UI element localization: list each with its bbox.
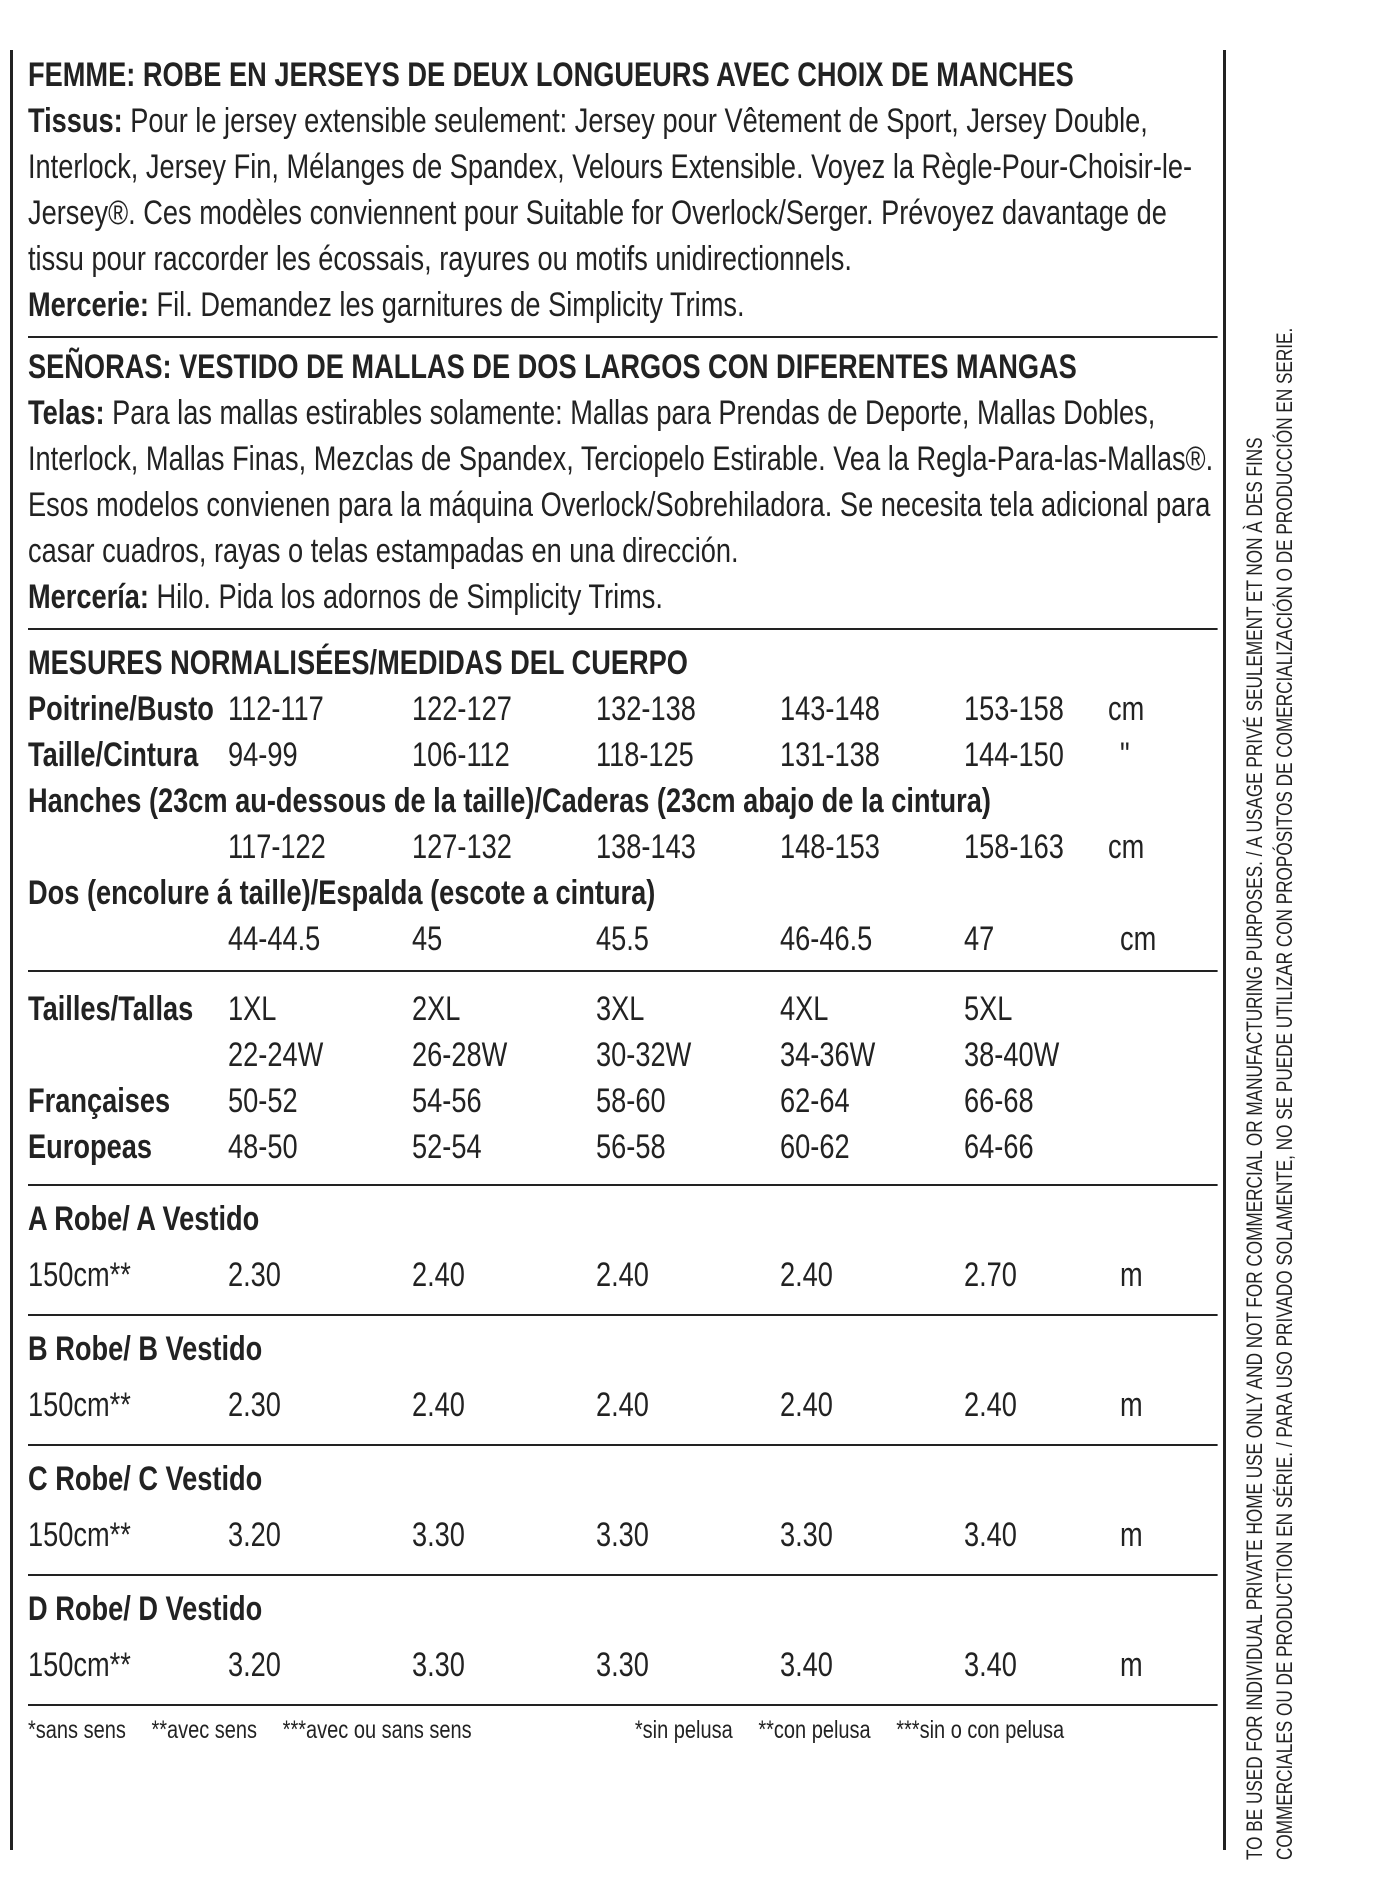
yardage-value: 2.40 bbox=[412, 1386, 465, 1424]
spanish-fabric-label: Telas: bbox=[28, 394, 105, 432]
spanish-notions-text: Hilo. Pida los adornos de Simplicity Trims. bbox=[148, 578, 663, 616]
waist-label: Taille/Cintura bbox=[28, 736, 199, 774]
back-value: 47 bbox=[964, 920, 995, 958]
footnote-gap bbox=[497, 1712, 609, 1748]
footnotes bbox=[28, 1712, 1218, 1748]
french-fabric-paragraph bbox=[28, 98, 1218, 282]
back-unit: cm bbox=[1120, 920, 1157, 958]
european-size: 64-66 bbox=[964, 1128, 1034, 1166]
size-number: 30-32W bbox=[596, 1036, 692, 1074]
spanish-title: SEÑORAS: VESTIDO DE MALLAS DE DOS LARGOS CON DIFERENTES MANGAS bbox=[28, 348, 1077, 386]
right-border-line bbox=[1223, 50, 1226, 1850]
european-size: 56-58 bbox=[596, 1128, 666, 1166]
size-letter: 5XL bbox=[964, 990, 1013, 1028]
view-label: A Robe/ A Vestido bbox=[28, 1200, 260, 1238]
bust-row bbox=[28, 686, 1218, 732]
hip-unit: cm bbox=[1108, 828, 1145, 866]
hip-value: 127-132 bbox=[412, 828, 512, 866]
size-number: 34-36W bbox=[780, 1036, 876, 1074]
bust-label: Poitrine/Busto bbox=[28, 690, 214, 728]
size-letter: 3XL bbox=[596, 990, 645, 1028]
yardage-value: 3.30 bbox=[596, 1646, 649, 1684]
main-content bbox=[28, 46, 1214, 1748]
european-size: 52-54 bbox=[412, 1128, 482, 1166]
usage-disclaimer-line: COMMERCIALES OU DE PRODUCTION EN SÉRIE. / PARA USO PRIVADO SOLAMENTE, NO SE PUEDE UTILIZAR CON PROPÓSITOS DE COMERCIALIZACIÓN O DE PRODUCCIÓN EN SERIE. bbox=[1272, 327, 1297, 1860]
french-notions-paragraph bbox=[28, 282, 1218, 328]
french-size: 50-52 bbox=[228, 1082, 298, 1120]
back-value: 45.5 bbox=[596, 920, 649, 958]
bust-value: 132-138 bbox=[596, 690, 696, 728]
european-sizes-row bbox=[28, 1124, 1218, 1170]
footnote: **avec sens bbox=[151, 1716, 258, 1744]
french-size: 58-60 bbox=[596, 1082, 666, 1120]
sizes-label: Tailles/Tallas bbox=[28, 990, 194, 1028]
yardage-value: 2.40 bbox=[596, 1256, 649, 1294]
waist-row bbox=[28, 732, 1218, 778]
size-letters-row bbox=[28, 986, 1218, 1032]
spanish-section bbox=[28, 338, 1218, 630]
yardage-row bbox=[28, 1382, 1218, 1428]
yardage-value: 3.20 bbox=[228, 1646, 281, 1684]
french-sizes-label: Françaises bbox=[28, 1082, 171, 1120]
spanish-notions-paragraph bbox=[28, 574, 1218, 620]
waist-value: 94-99 bbox=[228, 736, 298, 774]
waist-value: 106-112 bbox=[412, 736, 510, 774]
bust-value: 143-148 bbox=[780, 690, 880, 728]
yardage-value: 2.40 bbox=[964, 1386, 1017, 1424]
french-title: FEMME: ROBE EN JERSEYS DE DEUX LONGUEURS AVEC CHOIX DE MANCHES bbox=[28, 56, 1074, 94]
yardage-unit: m bbox=[1120, 1256, 1143, 1294]
french-notions-text: Fil. Demandez les garnitures de Simplicity Trims. bbox=[148, 286, 745, 324]
waist-value: 131-138 bbox=[780, 736, 880, 774]
french-size: 54-56 bbox=[412, 1082, 482, 1120]
back-spacer bbox=[28, 916, 228, 962]
yardage-view-a bbox=[28, 1186, 1218, 1316]
measurements-section bbox=[28, 630, 1218, 972]
bust-value: 153-158 bbox=[964, 690, 1064, 728]
fabric-width: 150cm** bbox=[28, 1516, 131, 1554]
yardage-value: 2.40 bbox=[596, 1386, 649, 1424]
french-sizes-row bbox=[28, 1078, 1218, 1124]
european-size: 48-50 bbox=[228, 1128, 298, 1166]
fabric-width: 150cm** bbox=[28, 1256, 131, 1294]
usage-disclaimer bbox=[1240, 20, 1370, 1860]
yardage-view-d bbox=[28, 1576, 1218, 1706]
yardage-value: 2.30 bbox=[228, 1256, 281, 1294]
usage-disclaimer-line: TO BE USED FOR INDIVIDUAL PRIVATE HOME USE ONLY AND NOT FOR COMMERCIAL OR MANUFACTURING PURPOSES. / A USAGE PRIVÉ SEULEMENT ET NON À DES FINS bbox=[1242, 437, 1267, 1860]
view-label: C Robe/ C Vestido bbox=[28, 1460, 263, 1498]
yardage-value: 2.30 bbox=[228, 1386, 281, 1424]
hip-row bbox=[28, 824, 1218, 870]
bust-value: 122-127 bbox=[412, 690, 512, 728]
back-row bbox=[28, 916, 1218, 962]
yardage-value: 2.40 bbox=[780, 1256, 833, 1294]
spanish-notions-label: Mercería: bbox=[28, 578, 149, 616]
hip-value: 117-122 bbox=[228, 828, 326, 866]
european-size: 60-62 bbox=[780, 1128, 850, 1166]
back-value: 44-44.5 bbox=[228, 920, 321, 958]
size-number: 26-28W bbox=[412, 1036, 508, 1074]
yardage-row bbox=[28, 1512, 1218, 1558]
bust-unit: cm bbox=[1108, 690, 1145, 728]
yardage-unit: m bbox=[1120, 1386, 1143, 1424]
back-label: Dos (encolure á taille)/Espalda (escote a cintura) bbox=[28, 874, 656, 912]
waist-value: 118-125 bbox=[596, 736, 694, 774]
measurements-title: MESURES NORMALISÉES/MEDIDAS DEL CUERPO bbox=[28, 644, 688, 682]
size-numbers-spacer bbox=[28, 1032, 228, 1078]
footnote: *sin pelusa bbox=[634, 1716, 733, 1744]
yardage-value: 3.30 bbox=[412, 1646, 465, 1684]
yardage-row bbox=[28, 1252, 1218, 1298]
hip-spacer bbox=[28, 824, 228, 870]
yardage-value: 3.40 bbox=[964, 1516, 1017, 1554]
bust-value: 112-117 bbox=[228, 690, 324, 728]
size-letter: 2XL bbox=[412, 990, 461, 1028]
yardage-value: 2.40 bbox=[780, 1386, 833, 1424]
fabric-width: 150cm** bbox=[28, 1646, 131, 1684]
view-label: D Robe/ D Vestido bbox=[28, 1590, 263, 1628]
fabric-width: 150cm** bbox=[28, 1386, 131, 1424]
yardage-value: 2.70 bbox=[964, 1256, 1017, 1294]
footnote: **con pelusa bbox=[758, 1716, 871, 1744]
french-fabric-label: Tissus: bbox=[28, 102, 123, 140]
yardage-unit: m bbox=[1120, 1516, 1143, 1554]
yardage-value: 3.40 bbox=[964, 1646, 1017, 1684]
view-label: B Robe/ B Vestido bbox=[28, 1330, 263, 1368]
hip-value: 158-163 bbox=[964, 828, 1064, 866]
yardage-value: 3.30 bbox=[780, 1516, 833, 1554]
footnote: ***sin o con pelusa bbox=[896, 1716, 1065, 1744]
french-size: 66-68 bbox=[964, 1082, 1034, 1120]
yardage-value: 3.30 bbox=[412, 1516, 465, 1554]
yardage-value: 3.30 bbox=[596, 1516, 649, 1554]
waist-unit: " bbox=[1120, 736, 1130, 774]
yardage-value: 3.40 bbox=[780, 1646, 833, 1684]
sizes-section bbox=[28, 972, 1218, 1186]
spanish-fabric-text: Para las mallas estirables solamente: Mallas para Prendas de Deporte, Mallas Dobles, Interlock, Mallas Finas, Mezclas de Spandex, Terciopelo Estirable. Vea la Regla-Para-las-Mallas®. Esos modelos convienen para la máquina Overlock/Sobrehiladora. Se necesita tela adicional para casar cuadros, rayas o telas estampadas en una dirección. bbox=[28, 394, 1214, 570]
hip-label: Hanches (23cm au-dessous de la taille)/Caderas (23cm abajo de la cintura) bbox=[28, 782, 991, 820]
french-notions-label: Mercerie: bbox=[28, 286, 149, 324]
size-number: 38-40W bbox=[964, 1036, 1060, 1074]
yardage-value: 2.40 bbox=[412, 1256, 465, 1294]
yardage-unit: m bbox=[1120, 1646, 1143, 1684]
yardage-view-c bbox=[28, 1446, 1218, 1576]
hip-value: 148-153 bbox=[780, 828, 880, 866]
waist-value: 144-150 bbox=[964, 736, 1064, 774]
size-letter: 1XL bbox=[228, 990, 277, 1028]
spanish-fabric-paragraph bbox=[28, 390, 1218, 574]
size-letter: 4XL bbox=[780, 990, 829, 1028]
size-number: 22-24W bbox=[228, 1036, 324, 1074]
french-size: 62-64 bbox=[780, 1082, 850, 1120]
yardage-value: 3.20 bbox=[228, 1516, 281, 1554]
size-numbers-row bbox=[28, 1032, 1218, 1078]
french-section bbox=[28, 46, 1218, 338]
footnote: ***avec ou sans sens bbox=[282, 1716, 472, 1744]
back-value: 45 bbox=[412, 920, 443, 958]
hip-value: 138-143 bbox=[596, 828, 696, 866]
back-value: 46-46.5 bbox=[780, 920, 873, 958]
left-border-line bbox=[10, 50, 13, 1850]
yardage-row bbox=[28, 1642, 1218, 1688]
yardage-view-b bbox=[28, 1316, 1218, 1446]
european-sizes-label: Europeas bbox=[28, 1128, 152, 1166]
french-fabric-text: Pour le jersey extensible seulement: Jersey pour Vêtement de Sport, Jersey Double, Interlock, Jersey Fin, Mélanges de Spandex, Velours Extensible. Voyez la Règle-Pour-Choisir-le-Jersey®. Ces modèles conviennent pour Suitable for Overlock/Serger. Prévoyez davantage de tissu pour raccorder les écossais, rayures ou motifs unidirectionnels. bbox=[28, 102, 1193, 278]
footnote: *sans sens bbox=[28, 1716, 126, 1744]
